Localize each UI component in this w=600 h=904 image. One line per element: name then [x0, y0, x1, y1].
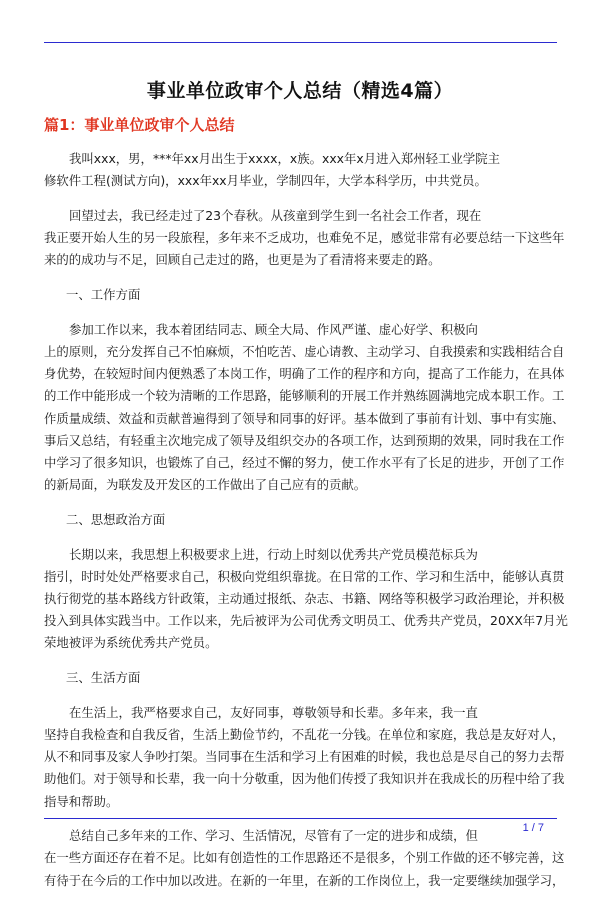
- paragraph-intro: 我叫xxx，男，***年xx月出生于xxxx，x族。xxx年x月进入郑州轻工业学院主 修软件工程(测试方向)，xxx年xx月毕业，学制四年，大学本科学历，中共党员。: [44, 151, 501, 189]
- paragraph-politics: 长期以来，我思想上积极要求上进，行动上时刻以优秀共产党员模范标兵为 指引，时时处处严格要求自己，积极向党组织靠拢。在日常的工作、学习和生活中，能够认真贯 执行彻党的基本路线方针政策，主动通过报纸、杂志、书籍、网络等积极学习政治理论，并积极 投入到具体实践当中。工作以来，先后被评为公司优秀文明员工、优秀共产党员，20XX年7月光 荣地被评为系统优秀共产党员。: [44, 546, 568, 651]
- section-heading-work: 一、工作方面: [66, 287, 141, 303]
- page-indicator: 1 / 7: [522, 822, 544, 834]
- document-body: [44, 148, 568, 904]
- top-rule: [44, 42, 557, 43]
- section-heading-life: 三、生活方面: [66, 670, 141, 686]
- document-title: 事业单位政审个人总结（精选4篇）: [146, 80, 454, 102]
- paragraph-life: 在生活上，我严格要求自己，友好同事，尊敬领导和长辈。多年来，我一直 坚持自我检查和自我反省，生活上勤俭节约，不乱花一分钱。在单位和家庭，我总是友好对人， 从不和同事及家人争吵打架。当同事在生活和学习上有困难的时候，我也总是尽自己的努力去帮 助他们。对于领导和长辈，我一向十分敬重，因为他们传授了我知识并在我成长的历程中给了我 指导和帮助。: [44, 704, 565, 809]
- section-heading-politics: 二、思想政治方面: [66, 511, 166, 527]
- article-heading: 篇1：事业单位政审个人总结: [44, 116, 235, 134]
- paragraph-summary: 总结自己多年来的工作、学习、生活情况，尽管有了一定的进步和成绩，但 在一些方面还存在着不足。比如有创造性的工作思路还不是很多，个别工作做的还不够完善，这 有待于在今后的工作中加以改进。在新的一年里，在新的工作岗位上，我一定要继续加强学习，: [44, 828, 565, 888]
- paragraph-retrospect: 回望过去，我已经走过了23个春秋。从孩童到学生到一名社会工作者，现在 我正要开始人生的另一段旅程，多年来不乏成功，也难免不足，感觉非常有必要总结一下这些年 来的的成功与不足，回顾自己走过的路，也更是为了看清将来要走的路。: [44, 207, 565, 268]
- paragraph-work: 参加工作以来，我本着团结同志、顾全大局、作风严谨、虚心好学、积极向 上的原则，充分发挥自己不怕麻烦，不怕吃苦、虚心请教、主动学习、自我摸索和实践相结合自 身优势，在较短时间内便熟悉了本岗工作，明确了工作的程序和方向，提高了工作能力，在具体 的工作中能形成一个较为清晰的工作思路，能够顺利的开展工作并熟练圆满地完成本职工作。工 作质量成绩、效益和贡献普遍得到了领导和同事的好评。基本做到了事前有计划、事中有实施、 事后又总结，有轻重主次地完成了领导及组织交办的各项工作，达到预期的效果，同时我在工作 中学习了很多知识，也锻炼了自己，经过不懈的努力，使工作水平有了长足的进步，开创了工作 的新局面，为联发及开发区的工作做出了自己应有的贡献。: [44, 321, 565, 493]
- bottom-rule: [44, 818, 557, 819]
